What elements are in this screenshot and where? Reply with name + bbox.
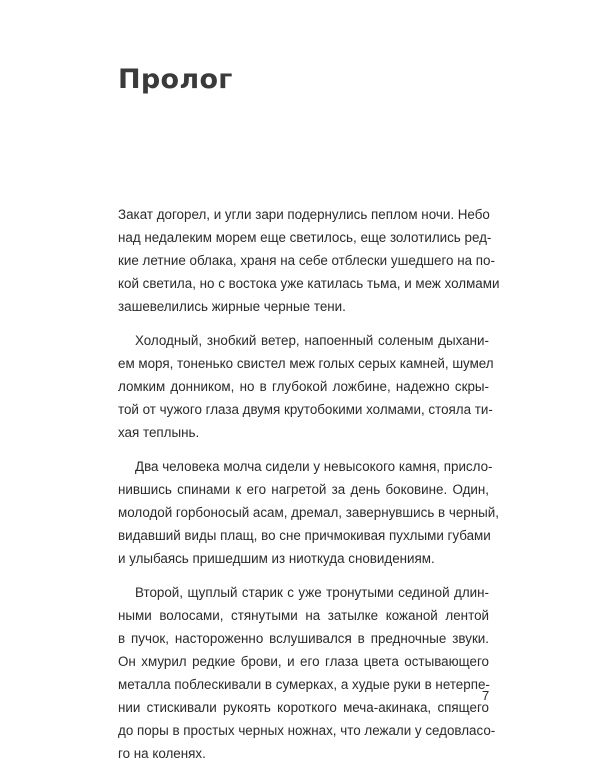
- text-line: металла поблескивали в сумерках, а худые руки в нетерпе-: [118, 677, 490, 692]
- text-line: Он хмурил редкие брови, и его глаза цвета остывающего: [118, 654, 489, 669]
- text-line: ем моря, тоненько свистел меж голых серых камней, шумел: [118, 356, 494, 371]
- text-line: Второй, щуплый старик с уже тронутыми сединой длин-: [135, 585, 489, 600]
- text-line: ными волосами, стянутыми на затылке кожаной лентой: [118, 608, 489, 623]
- text-line: кие летние облака, храня на себе отблески ушедшего на по-: [118, 253, 495, 268]
- chapter-title: Пролог: [118, 64, 233, 95]
- text-line: нии стискивали рукоять короткого меча-акинака, спящего: [118, 700, 489, 715]
- text-line: хая теплынь.: [118, 425, 200, 440]
- paragraph-4: [118, 581, 496, 765]
- text-line: кой светила, но с востока уже катилась тьма, и меж холмами: [118, 276, 500, 291]
- chapter-body: [118, 203, 500, 776]
- text-line: го на коленях.: [118, 746, 206, 761]
- text-line: нившись спинами к его нагретой за день боковине. Один,: [118, 482, 489, 497]
- page-number: 7: [482, 688, 490, 703]
- text-line: ломким донником, но в глубокой ложбине, надежно скры-: [118, 379, 489, 394]
- paragraph-3: [118, 455, 499, 570]
- text-line: видавший виды плащ, во сне причмокивая пухлыми губами: [118, 528, 491, 543]
- text-line: Закат догорел, и угли зари подернулись пеплом ночи. Небо: [118, 207, 490, 222]
- text-line: молодой горбоносый асам, дремал, завернувшись в черный,: [118, 505, 499, 520]
- text-line: той от чужого глаза двумя крутобокими холмами, стояла ти-: [118, 402, 493, 417]
- text-line: зашевелились жирные черные тени.: [118, 299, 346, 314]
- text-line: в пучок, настороженно вслушивался в предночные звуки.: [118, 631, 489, 646]
- text-line: и улыбаясь пришедшим из ниоткуда сновидениям.: [118, 551, 435, 566]
- text-line: Два человека молча сидели у невысокого камня, присло-: [135, 459, 493, 474]
- text-line: Холодный, знобкий ветер, напоенный соленым дыхани-: [135, 333, 489, 348]
- text-line: над недалеким морем еще светилось, еще золотились ред-: [118, 230, 492, 245]
- paragraph-2: [118, 329, 494, 444]
- paragraph-1: [118, 203, 500, 318]
- text-line: до поры в простых черных ножнах, что лежали у седовласо-: [118, 723, 496, 738]
